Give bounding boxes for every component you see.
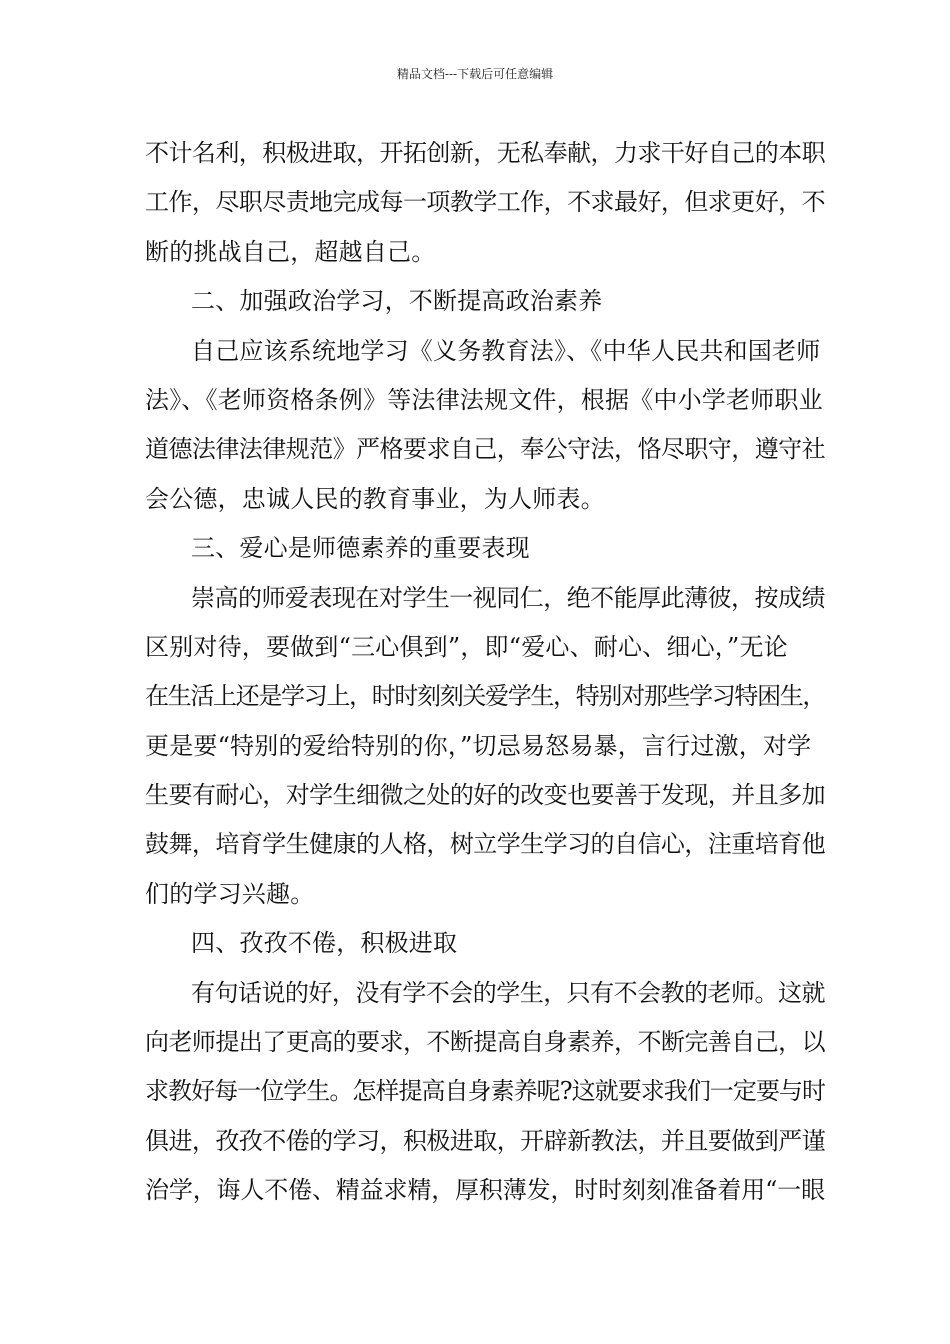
text-line: 在生活上还是学习上，时时刻刻关爱学生，特别对那些学习特困生， [145, 682, 826, 711]
text-line: 更是要“特别的爱给特别的你，”切忌易怒易暴，言行过激，对学 [145, 731, 812, 760]
text-line: 法》、《老师资格条例》等法律法规文件，根据《中小学老师职业 [145, 385, 823, 414]
text-line: 求教好每一位学生。怎样提高自身素养呢?这就要求我们一定要与时 [145, 1077, 826, 1106]
text-line: 俱进，孜孜不倦的学习，积极进取，开辟新教法，并且要做到严谨 [145, 1126, 826, 1155]
text-line: 区别对待，要做到“三心俱到”，即“爱心、耐心、细心，”无论 [145, 632, 788, 661]
text-line: 自己应该系统地学习《义务教育法》、《中华人民共和国老师 [191, 336, 821, 365]
text-line: 三、爱心是师德素养的重要表现 [191, 534, 530, 563]
text-line: 有句话说的好，没有学不会的学生，只有不会教的老师。这就 [191, 978, 825, 1007]
text-line: 四、孜孜不倦，积极进取 [191, 929, 458, 958]
document-body [145, 128, 826, 1215]
text-line: 会公德，忠诚人民的教育事业，为人师表。 [145, 484, 605, 513]
text-line: 断的挑战自己，超越自己。 [145, 237, 436, 266]
text-line: 们的学习兴趣。 [145, 879, 315, 908]
text-line: 向老师提出了更高的要求，不断提高自身素养，不断完善自己，以 [145, 1028, 826, 1057]
text-line: 崇高的师爱表现在对学生一视同仁，绝不能厚此薄彼，按成绩 [191, 583, 825, 612]
text-line: 道德法律法律规范》严格要求自己，奉公守法，恪尽职守，遵守社 [145, 435, 826, 464]
text-line: 治学，诲人不倦、精益求精，厚积薄发，时时刻刻准备着用“一眼 [145, 1176, 825, 1205]
text-line: 二、加强政治学习，不断提高政治素养 [191, 287, 603, 316]
text-line: 生要有耐心，对学生细微之处的好的改变也要善于发现，并且多加 [145, 781, 826, 810]
text-line: 不计名利，积极进取，开拓创新，无私奉献，力求干好自己的本职 [145, 139, 826, 167]
text-line: 工作，尽职尽责地完成每一项教学工作，不求最好，但求更好，不 [145, 188, 826, 217]
text-line: 鼓舞，培育学生健康的人格，树立学生学习的自信心，注重培育他 [145, 830, 826, 859]
page-header: 精品文档---下载后可任意编辑 [396, 67, 554, 81]
